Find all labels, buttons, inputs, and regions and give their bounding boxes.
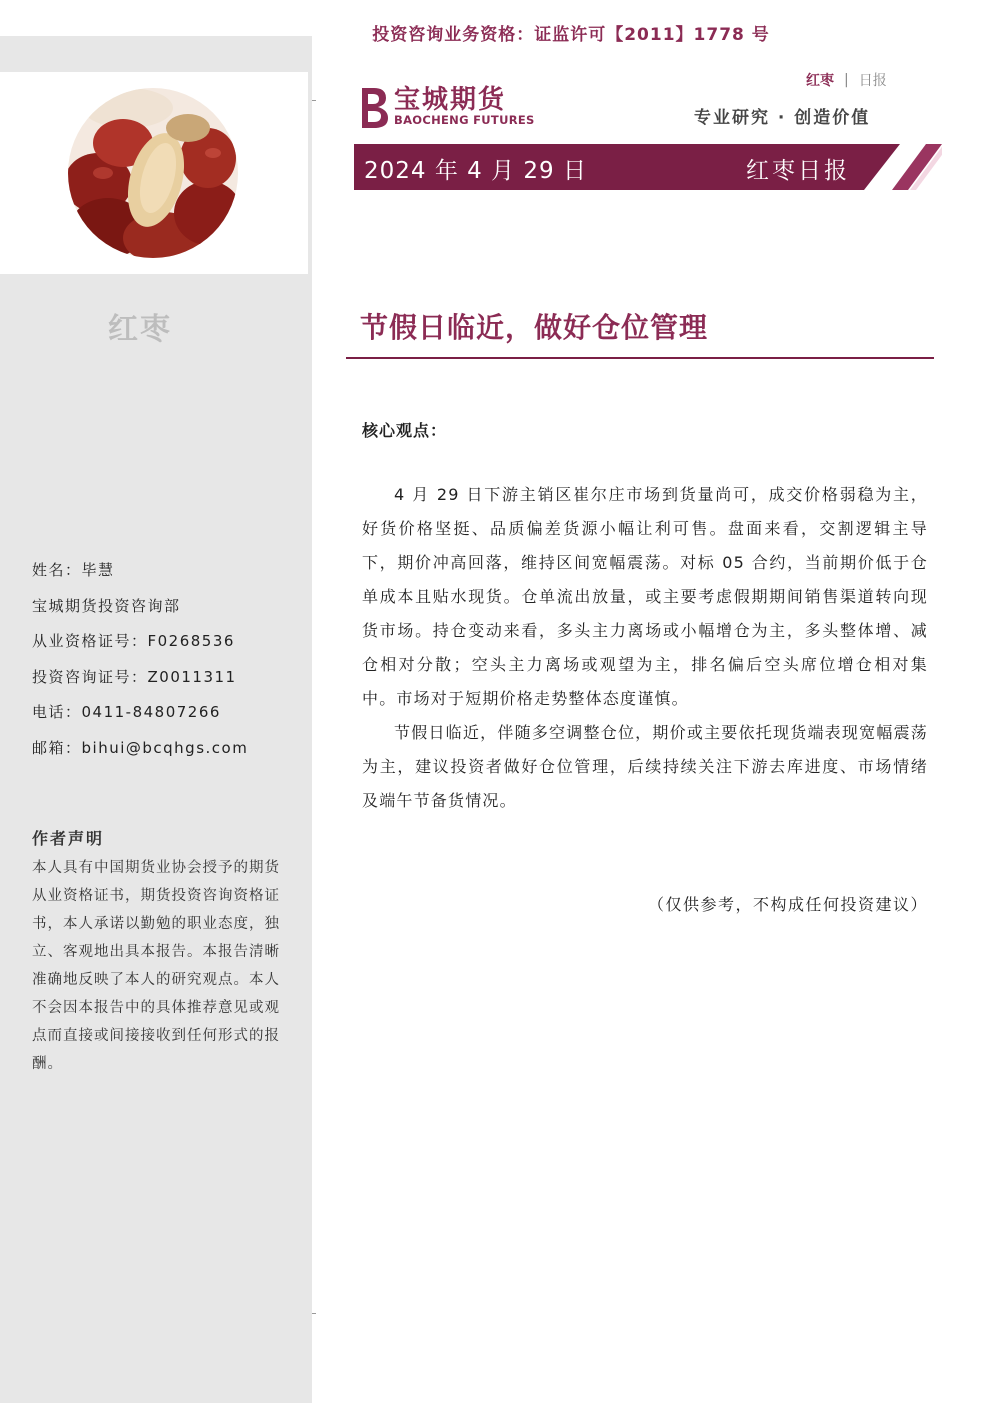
disclaimer: （仅供参考，不构成任何投资建议）	[647, 895, 928, 914]
logo-english-name: BAOCHENG FUTURES	[394, 113, 535, 128]
baocheng-logo-icon	[356, 84, 390, 130]
logo-chinese-name: 宝城期货	[394, 85, 507, 116]
article-headline: 节假日临近，做好仓位管理	[360, 311, 709, 344]
consulting-number: 投资咨询证号：Z0011311	[32, 667, 237, 686]
author-contact	[32, 558, 248, 772]
qualification-number: 从业资格证号：F0268536	[32, 632, 235, 651]
nav-daily[interactable]: 日报	[858, 73, 887, 89]
report-title: 红枣日报	[746, 158, 850, 184]
article-body	[362, 478, 928, 818]
declaration-title: 作者声明	[32, 829, 105, 848]
author-name: 姓名：毕慧	[32, 561, 115, 579]
nav-red-dates[interactable]: 红枣	[806, 73, 834, 89]
paragraph-market: 4 月 29 日下游主销区崔尔庄市场到货量尚可，成交价格弱稳为主，好货价格坚挺、品质偏差货源小幅让利可售。盘面来看，交割逻辑主导下，期价冲高回落，维持区间宽幅震荡。对标 05 合约，当前期价低于仓单成本且贴水现货。仓单流出放量，或主要考虑假期期间销售渠道转向现货市场。持仓变动来看，多头主力离场或小幅增仓为主，多头整体增、减仓相对分散；空头主力离场或观望为主，排名偏后空头席位增仓相对集中。市场对于短期价格走势整体态度谨慎。	[362, 485, 928, 708]
sidebar-category: 红枣	[108, 312, 172, 347]
license-statement: 投资咨询业务资格：证监许可【2011】1778 号	[372, 25, 770, 45]
phone-number: 电话：0411-84807266	[32, 703, 221, 722]
red-dates-illustration	[68, 88, 238, 258]
email-address[interactable]: 邮箱：bihui@bcqhgs.com	[32, 738, 249, 757]
company-slogan: 专业研究 · 创造价值	[694, 108, 871, 128]
author-department: 宝城期货投资咨询部	[32, 596, 181, 615]
headline-divider	[346, 357, 934, 359]
report-type-nav	[806, 70, 887, 90]
margin-tick	[312, 1313, 316, 1314]
declaration-text: 本人具有中国期货业协会授予的期货从业资格证书，期货投资咨询资格证书，本人承诺以勤勉的职业态度，独立、客观地出具本报告。本报告清晰准确地反映了本人的研究观点。本人不会因本报告中的具体推荐意见或观点而直接或间接接收到任何形式的报酬。	[32, 860, 280, 1072]
company-logo	[356, 84, 535, 130]
red-dates-photo	[68, 88, 238, 258]
nav-separator: |	[844, 72, 849, 88]
report-date: 2024 年 4 月 29 日	[364, 158, 587, 184]
margin-tick	[312, 100, 316, 101]
paragraph-outlook: 节假日临近，伴随多空调整仓位，期价或主要依托现货端表现宽幅震荡为主，建议投资者做好仓位管理，后续持续关注下游去库进度、市场情绪及端午节备货情况。	[362, 723, 928, 810]
core-view-label: 核心观点：	[362, 421, 448, 440]
